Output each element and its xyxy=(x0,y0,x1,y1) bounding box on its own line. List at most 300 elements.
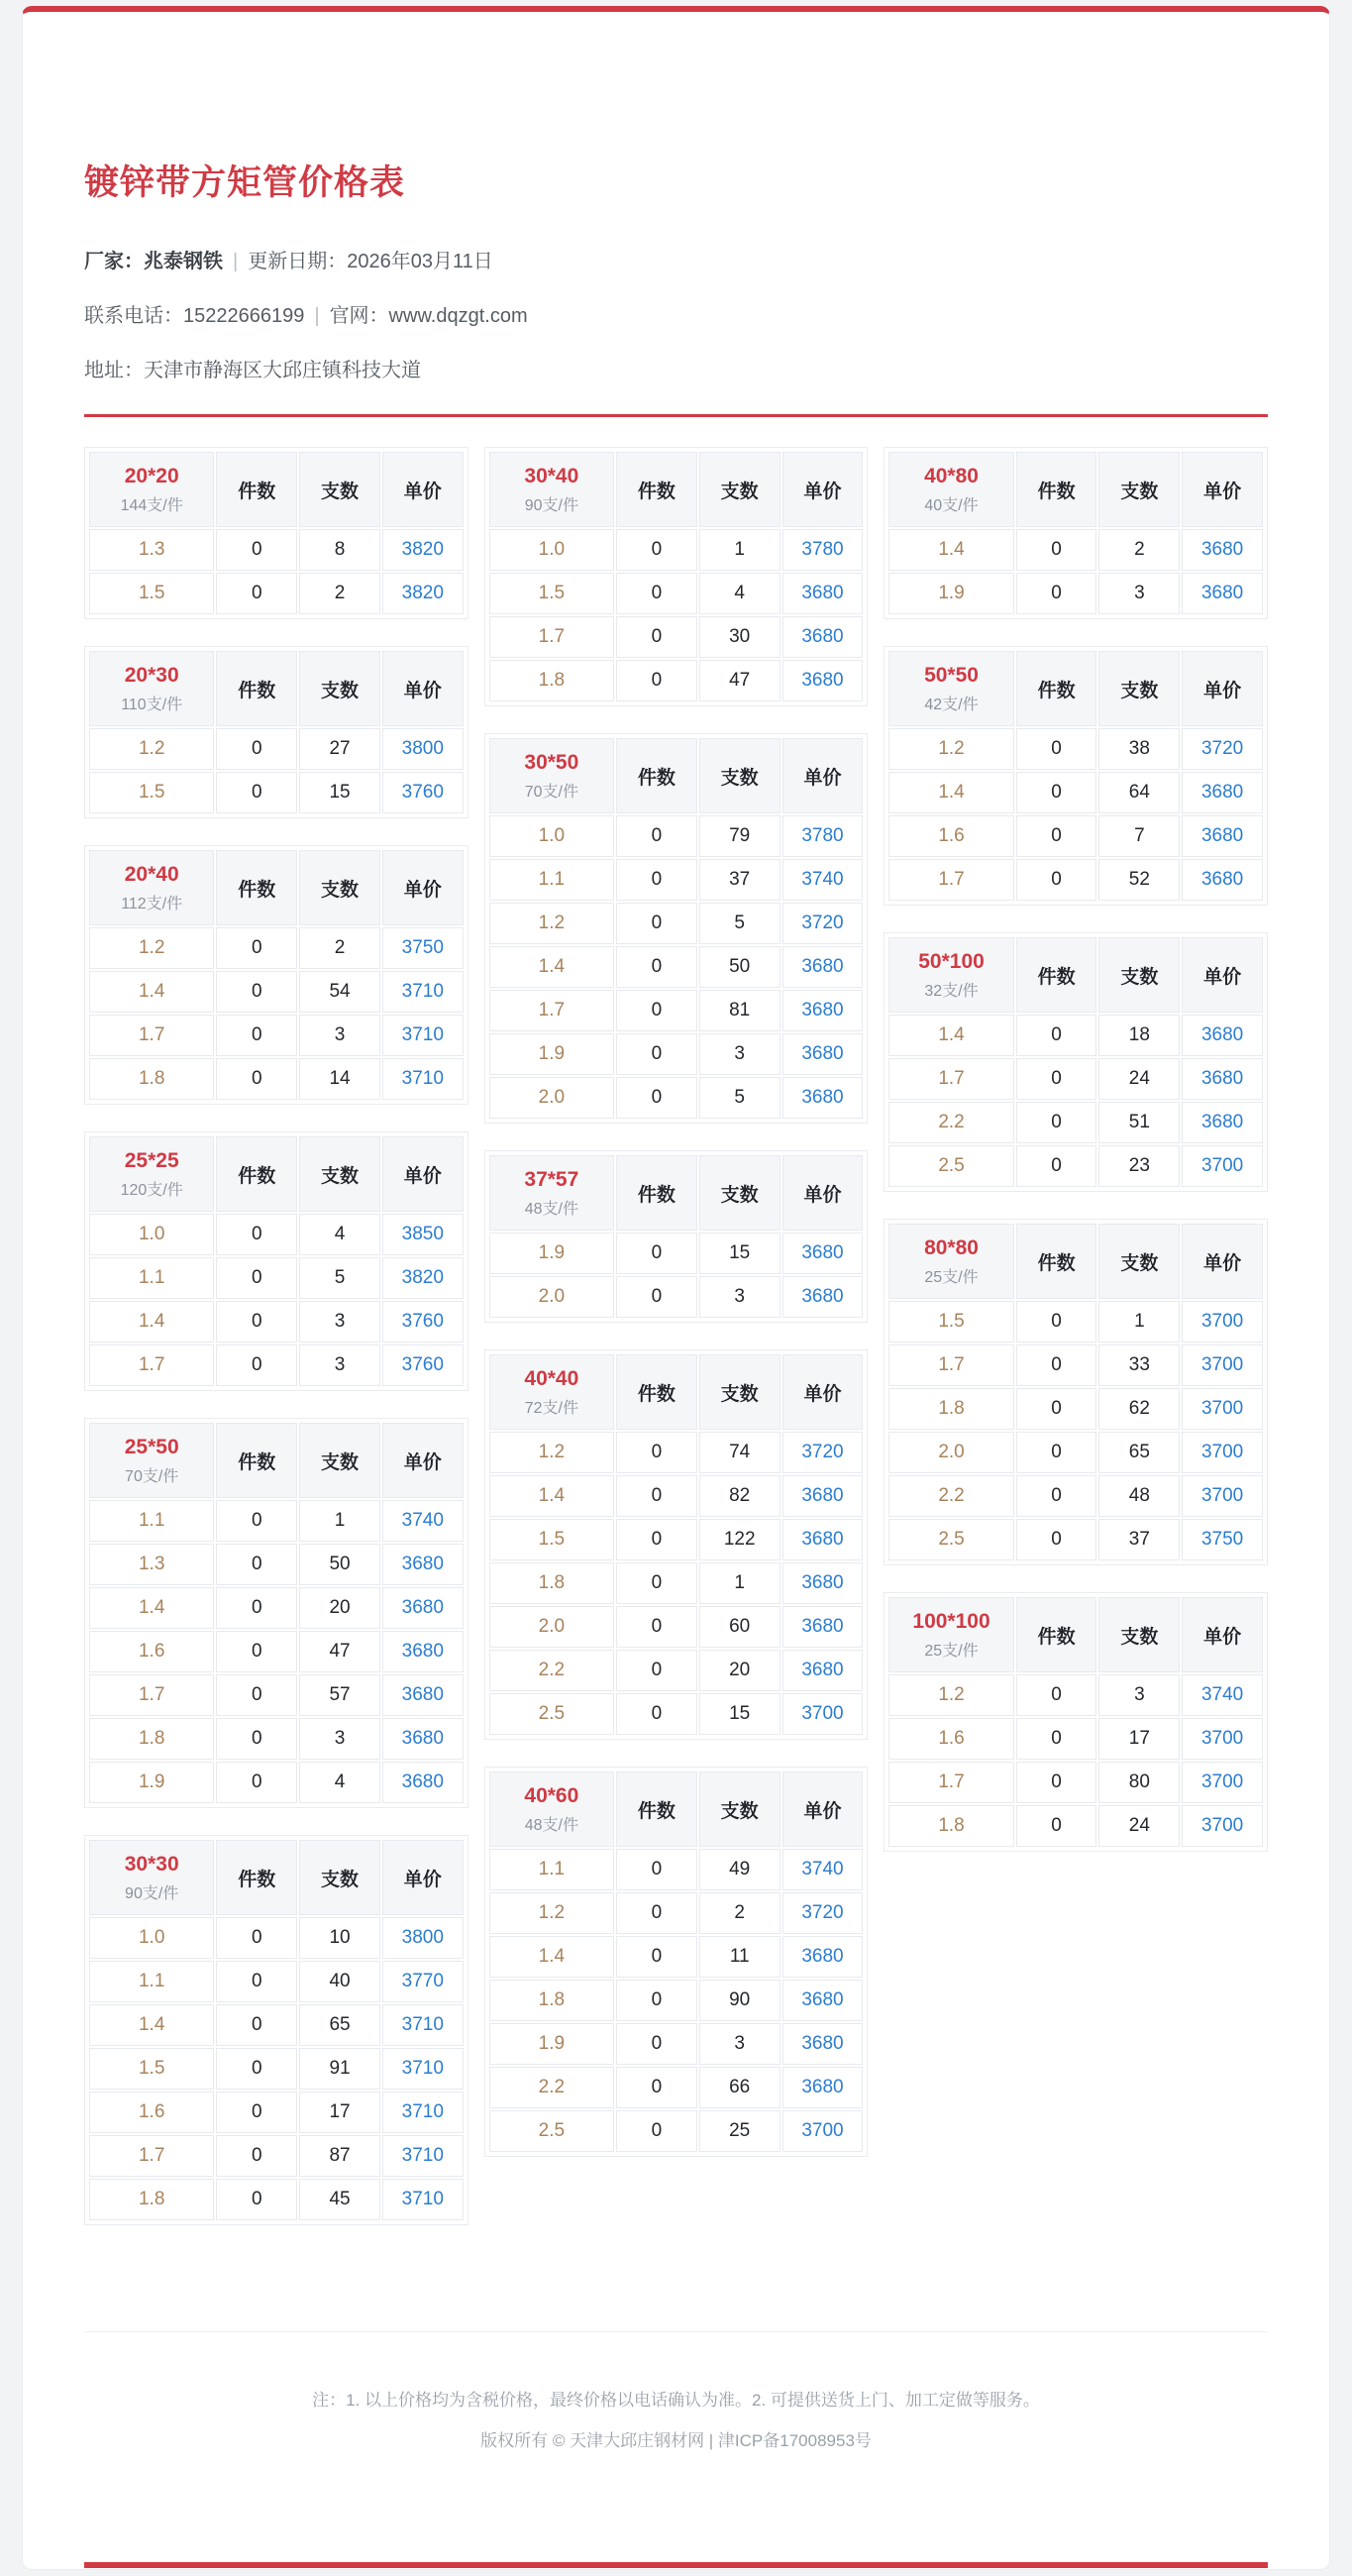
thickness-cell: 1.3 xyxy=(89,529,214,571)
table-row xyxy=(89,772,464,813)
per-piece-label: 90支/件 xyxy=(524,496,578,514)
thickness-cell: 2.0 xyxy=(888,1432,1013,1473)
size-label: 100*100 xyxy=(912,1609,990,1633)
separator: | xyxy=(314,305,320,327)
price-table-30*40 xyxy=(484,447,869,706)
size-label: 25*50 xyxy=(124,1435,179,1458)
header-row xyxy=(489,452,864,527)
thickness-cell: 1.4 xyxy=(489,1475,614,1517)
website: 官网：www.dqzgt.com xyxy=(329,305,528,327)
qty-cell: 0 xyxy=(216,1301,297,1342)
price-table xyxy=(87,649,466,815)
table-row xyxy=(489,616,864,658)
qty-cell: 0 xyxy=(616,1936,697,1978)
price-cell: 3770 xyxy=(382,1961,464,2002)
col-header-qty: 件数 xyxy=(216,1840,297,1915)
price-cell: 3760 xyxy=(382,1344,464,1386)
price-cell: 3740 xyxy=(1182,1674,1263,1716)
thickness-cell: 1.8 xyxy=(888,1388,1013,1430)
size-header xyxy=(888,452,1013,527)
thickness-cell: 1.8 xyxy=(888,1805,1013,1847)
qty-cell: 0 xyxy=(616,1606,697,1648)
pieces-cell: 18 xyxy=(1098,1015,1180,1056)
table-row xyxy=(89,971,464,1013)
pieces-cell: 3 xyxy=(699,1033,780,1075)
table-header xyxy=(888,937,1263,1013)
qty-cell: 0 xyxy=(616,1519,697,1560)
price-cell: 3710 xyxy=(382,2135,464,2177)
col-header-qty: 件数 xyxy=(1016,651,1097,726)
pieces-cell: 24 xyxy=(1098,1058,1180,1100)
table-header xyxy=(89,651,464,726)
col-header-qty: 件数 xyxy=(616,738,697,813)
table-row xyxy=(89,1544,464,1585)
thickness-cell: 1.2 xyxy=(888,728,1013,770)
table-row xyxy=(489,1606,864,1648)
thickness-cell: 2.0 xyxy=(489,1077,614,1119)
qty-cell: 0 xyxy=(1016,1762,1097,1803)
vendor-line xyxy=(84,245,1268,273)
col-header-price: 单价 xyxy=(1182,937,1263,1013)
thickness-cell: 1.7 xyxy=(489,616,614,658)
pieces-cell: 4 xyxy=(299,1214,380,1255)
qty-cell: 0 xyxy=(216,1961,297,2002)
qty-cell: 0 xyxy=(1016,1388,1097,1430)
thickness-cell: 1.9 xyxy=(489,2023,614,2065)
price-table xyxy=(886,649,1265,903)
table-row xyxy=(888,1145,1263,1187)
qty-cell: 0 xyxy=(616,1980,697,2021)
pieces-cell: 23 xyxy=(1098,1145,1180,1187)
price-table-50*50 xyxy=(884,646,1268,906)
qty-cell: 0 xyxy=(616,1233,697,1274)
pieces-cell: 51 xyxy=(1098,1102,1180,1143)
price-cell: 3700 xyxy=(1182,1145,1263,1187)
pieces-cell: 82 xyxy=(699,1475,780,1517)
thickness-cell: 2.0 xyxy=(489,1276,614,1318)
qty-cell: 0 xyxy=(216,971,297,1013)
price-cell: 3820 xyxy=(382,529,464,571)
qty-cell: 0 xyxy=(616,990,697,1031)
price-table-40*40 xyxy=(484,1349,869,1740)
price-cell: 3680 xyxy=(382,1674,464,1716)
pieces-cell: 3 xyxy=(1098,573,1180,614)
thickness-cell: 2.2 xyxy=(489,2067,614,2108)
table-row xyxy=(489,1980,864,2021)
price-cell: 3680 xyxy=(1182,1102,1263,1143)
table-header xyxy=(89,1840,464,1915)
col-header-pieces: 支数 xyxy=(1098,1224,1180,1299)
table-row xyxy=(89,1631,464,1672)
thickness-cell: 1.8 xyxy=(89,2179,214,2220)
table-header xyxy=(489,738,864,813)
per-piece-label: 48支/件 xyxy=(524,1816,578,1834)
col-header-price: 单价 xyxy=(782,1155,864,1231)
col-header-pieces: 支数 xyxy=(1098,937,1180,1013)
price-cell: 3720 xyxy=(782,1892,864,1934)
col-header-pieces: 支数 xyxy=(299,1423,380,1498)
price-cell: 3680 xyxy=(1182,573,1263,614)
table-row xyxy=(888,529,1263,571)
pieces-cell: 4 xyxy=(299,1762,380,1803)
price-cell: 3700 xyxy=(1182,1718,1263,1760)
qty-cell: 0 xyxy=(216,1917,297,1959)
thickness-cell: 1.4 xyxy=(888,772,1013,813)
table-row xyxy=(489,1276,864,1318)
price-table xyxy=(487,1770,866,2154)
price-cell: 3680 xyxy=(782,1936,864,1978)
table-row xyxy=(489,859,864,901)
thickness-cell: 1.0 xyxy=(489,815,614,857)
table-body xyxy=(89,1214,464,1386)
thickness-cell: 1.5 xyxy=(489,573,614,614)
thickness-cell: 1.4 xyxy=(888,1015,1013,1056)
pieces-cell: 7 xyxy=(1098,815,1180,857)
table-header xyxy=(888,1597,1263,1672)
thickness-cell: 1.1 xyxy=(89,1257,214,1299)
table-header xyxy=(489,1155,864,1231)
price-cell: 3710 xyxy=(382,1015,464,1056)
table-row xyxy=(89,1762,464,1803)
thickness-cell: 1.1 xyxy=(89,1500,214,1542)
col-header-pieces: 支数 xyxy=(699,452,780,527)
header-row xyxy=(888,651,1263,726)
table-header xyxy=(888,452,1263,527)
table-body xyxy=(89,529,464,614)
price-cell: 3720 xyxy=(782,903,864,944)
qty-cell: 0 xyxy=(216,772,297,813)
per-piece-label: 120支/件 xyxy=(120,1181,183,1199)
price-cell: 3680 xyxy=(1182,1015,1263,1056)
qty-cell: 0 xyxy=(616,1562,697,1604)
table-body xyxy=(89,927,464,1100)
qty-cell: 0 xyxy=(616,660,697,701)
price-cell: 3680 xyxy=(782,1650,864,1691)
table-row xyxy=(89,1500,464,1542)
qty-cell: 0 xyxy=(216,2048,297,2090)
table-row xyxy=(888,1519,1263,1560)
qty-cell: 0 xyxy=(1016,728,1097,770)
table-row xyxy=(489,1849,864,1890)
col-header-price: 单价 xyxy=(382,452,464,527)
size-label: 50*50 xyxy=(924,663,979,687)
col-header-qty: 件数 xyxy=(216,452,297,527)
thickness-cell: 1.9 xyxy=(489,1033,614,1075)
table-body xyxy=(89,728,464,813)
qty-cell: 0 xyxy=(216,1257,297,1299)
price-table xyxy=(886,1222,1265,1562)
tables-grid xyxy=(84,447,1268,2252)
price-cell: 3680 xyxy=(782,1077,864,1119)
pieces-cell: 2 xyxy=(1098,529,1180,571)
pieces-cell: 11 xyxy=(699,1936,780,1978)
page-title: 镀锌带方矩管价格表 xyxy=(84,163,406,202)
price-cell: 3780 xyxy=(782,815,864,857)
thickness-cell: 1.7 xyxy=(888,1344,1013,1386)
col-header-qty: 件数 xyxy=(216,1136,297,1212)
footer-note: 注：1. 以上价格均为含税价格，最终价格以电话确认为准。2. 可提供送货上门、加工定做等服务。 xyxy=(312,2391,1040,2410)
table-row xyxy=(489,2110,864,2152)
col-header-pieces: 支数 xyxy=(1098,1597,1180,1672)
price-table xyxy=(87,1421,466,1805)
qty-cell: 0 xyxy=(616,859,697,901)
pieces-cell: 5 xyxy=(699,1077,780,1119)
qty-cell: 0 xyxy=(616,903,697,944)
size-label: 30*40 xyxy=(524,464,579,487)
table-row xyxy=(89,1058,464,1100)
price-cell: 3680 xyxy=(1182,859,1263,901)
per-piece-label: 144支/件 xyxy=(120,496,183,514)
table-body xyxy=(888,728,1263,901)
size-label: 20*30 xyxy=(124,663,179,687)
thickness-cell: 2.5 xyxy=(489,1693,614,1735)
price-table-20*20 xyxy=(84,447,468,619)
pieces-cell: 1 xyxy=(1098,1301,1180,1342)
price-cell: 3750 xyxy=(382,927,464,969)
price-cell: 3680 xyxy=(782,946,864,988)
pieces-cell: 49 xyxy=(699,1849,780,1890)
thickness-cell: 1.8 xyxy=(489,1562,614,1604)
table-header xyxy=(489,452,864,527)
thickness-cell: 2.5 xyxy=(888,1145,1013,1187)
size-header xyxy=(888,1224,1013,1299)
pieces-cell: 66 xyxy=(699,2067,780,2108)
per-piece-label: 32支/件 xyxy=(924,982,979,1000)
qty-cell: 0 xyxy=(216,1762,297,1803)
price-cell: 3720 xyxy=(782,1432,864,1473)
pieces-cell: 2 xyxy=(299,927,380,969)
address: 地址：天津市静海区大邱庄镇科技大道 xyxy=(84,360,421,381)
table-row xyxy=(489,1693,864,1735)
thickness-cell: 1.5 xyxy=(89,772,214,813)
col-header-qty: 件数 xyxy=(216,1423,297,1498)
price-cell: 3750 xyxy=(1182,1519,1263,1560)
phone-number: 联系电话：15222666199 xyxy=(84,305,305,327)
col-header-qty: 件数 xyxy=(616,1155,697,1231)
thickness-cell: 1.7 xyxy=(89,1015,214,1056)
pieces-cell: 47 xyxy=(699,660,780,701)
qty-cell: 0 xyxy=(616,1077,697,1119)
qty-cell: 0 xyxy=(216,1344,297,1386)
thickness-cell: 1.9 xyxy=(888,573,1013,614)
header-row xyxy=(89,850,464,925)
pieces-cell: 79 xyxy=(699,815,780,857)
size-label: 37*57 xyxy=(524,1167,579,1191)
price-cell: 3680 xyxy=(782,573,864,614)
table-row xyxy=(89,573,464,614)
price-cell: 3710 xyxy=(382,971,464,1013)
qty-cell: 0 xyxy=(616,1475,697,1517)
thickness-cell: 1.1 xyxy=(89,1961,214,2002)
size-header xyxy=(89,1423,214,1498)
thickness-cell: 1.9 xyxy=(489,1233,614,1274)
col-header-price: 单价 xyxy=(382,1840,464,1915)
col-header-price: 单价 xyxy=(1182,452,1263,527)
price-table xyxy=(886,1595,1265,1849)
qty-cell: 0 xyxy=(1016,1301,1097,1342)
qty-cell: 0 xyxy=(216,1015,297,1056)
pieces-cell: 37 xyxy=(1098,1519,1180,1560)
pieces-cell: 80 xyxy=(1098,1762,1180,1803)
header-row xyxy=(489,1771,864,1847)
col-header-qty: 件数 xyxy=(616,452,697,527)
header-row xyxy=(888,937,1263,1013)
thickness-cell: 2.2 xyxy=(888,1102,1013,1143)
pieces-cell: 17 xyxy=(299,2092,380,2133)
size-header xyxy=(89,651,214,726)
table-row xyxy=(888,1301,1263,1342)
header-row xyxy=(489,1354,864,1430)
pieces-cell: 47 xyxy=(299,1631,380,1672)
price-table-25*50 xyxy=(84,1418,468,1808)
table-row xyxy=(888,1762,1263,1803)
pieces-cell: 50 xyxy=(699,946,780,988)
thickness-cell: 1.4 xyxy=(89,971,214,1013)
price-cell: 3700 xyxy=(1182,1805,1263,1847)
table-row xyxy=(89,1301,464,1342)
qty-cell: 0 xyxy=(216,1587,297,1629)
price-cell: 3710 xyxy=(382,2048,464,2090)
table-body xyxy=(489,1432,864,1735)
table-row xyxy=(489,903,864,944)
thickness-cell: 1.6 xyxy=(888,815,1013,857)
qty-cell: 0 xyxy=(216,1214,297,1255)
qty-cell: 0 xyxy=(616,1432,697,1473)
thickness-cell: 1.0 xyxy=(89,1214,214,1255)
thickness-cell: 1.2 xyxy=(489,1892,614,1934)
pieces-cell: 74 xyxy=(699,1432,780,1473)
table-row xyxy=(89,2048,464,2090)
pieces-cell: 2 xyxy=(299,573,380,614)
price-table-80*80 xyxy=(884,1219,1268,1565)
price-cell: 3820 xyxy=(382,1257,464,1299)
col-header-qty: 件数 xyxy=(616,1354,697,1430)
col-header-pieces: 支数 xyxy=(299,1840,380,1915)
price-table-30*30 xyxy=(84,1835,468,2225)
table-column xyxy=(884,447,1268,1878)
price-table-40*80 xyxy=(884,447,1268,619)
price-cell: 3700 xyxy=(1182,1762,1263,1803)
col-header-price: 单价 xyxy=(382,651,464,726)
price-cell: 3680 xyxy=(782,1033,864,1075)
size-label: 40*60 xyxy=(524,1783,579,1807)
table-row xyxy=(888,728,1263,770)
qty-cell: 0 xyxy=(1016,573,1097,614)
thickness-cell: 1.8 xyxy=(489,660,614,701)
red-divider xyxy=(84,414,1268,417)
col-header-price: 单价 xyxy=(382,850,464,925)
size-header xyxy=(489,452,614,527)
thickness-cell: 1.0 xyxy=(489,529,614,571)
thickness-cell: 1.1 xyxy=(489,1849,614,1890)
pieces-cell: 24 xyxy=(1098,1805,1180,1847)
size-header xyxy=(89,1136,214,1212)
qty-cell: 0 xyxy=(216,1058,297,1100)
table-row xyxy=(89,1587,464,1629)
table-row xyxy=(489,946,864,988)
table-row xyxy=(89,2004,464,2046)
header-row xyxy=(89,452,464,527)
price-table-30*50 xyxy=(484,733,869,1124)
size-label: 40*80 xyxy=(924,464,979,487)
table-row xyxy=(888,1805,1263,1847)
qty-cell: 0 xyxy=(616,1892,697,1934)
thickness-cell: 2.5 xyxy=(489,2110,614,2152)
price-cell: 3680 xyxy=(782,2023,864,2065)
table-row xyxy=(89,1344,464,1386)
pieces-cell: 60 xyxy=(699,1606,780,1648)
thickness-cell: 1.6 xyxy=(89,1631,214,1672)
qty-cell: 0 xyxy=(616,1650,697,1691)
per-piece-label: 48支/件 xyxy=(524,1200,578,1218)
col-header-pieces: 支数 xyxy=(299,651,380,726)
pieces-cell: 65 xyxy=(299,2004,380,2046)
table-row xyxy=(489,1936,864,1978)
col-header-qty: 件数 xyxy=(1016,1224,1097,1299)
qty-cell: 0 xyxy=(616,616,697,658)
qty-cell: 0 xyxy=(216,728,297,770)
thickness-cell: 1.4 xyxy=(888,529,1013,571)
qty-cell: 0 xyxy=(616,573,697,614)
per-piece-label: 70支/件 xyxy=(524,783,578,801)
col-header-price: 单价 xyxy=(782,738,864,813)
pieces-cell: 5 xyxy=(699,903,780,944)
qty-cell: 0 xyxy=(216,1631,297,1672)
thickness-cell: 1.1 xyxy=(489,859,614,901)
qty-cell: 0 xyxy=(1016,1432,1097,1473)
price-table xyxy=(487,736,866,1121)
price-cell: 3780 xyxy=(782,529,864,571)
header-row xyxy=(89,1136,464,1212)
price-cell: 3680 xyxy=(382,1544,464,1585)
thickness-cell: 1.5 xyxy=(89,2048,214,2090)
qty-cell: 0 xyxy=(1016,1718,1097,1760)
price-cell: 3680 xyxy=(782,1233,864,1274)
col-header-pieces: 支数 xyxy=(299,452,380,527)
qty-cell: 0 xyxy=(616,946,697,988)
qty-cell: 0 xyxy=(616,1693,697,1735)
qty-cell: 0 xyxy=(616,529,697,571)
pieces-cell: 37 xyxy=(699,859,780,901)
table-row xyxy=(489,1077,864,1119)
pieces-cell: 20 xyxy=(699,1650,780,1691)
pieces-cell: 2 xyxy=(699,1892,780,1934)
pieces-cell: 57 xyxy=(299,1674,380,1716)
pieces-cell: 3 xyxy=(299,1718,380,1760)
price-cell: 3720 xyxy=(1182,728,1263,770)
thickness-cell: 1.7 xyxy=(888,1762,1013,1803)
thickness-cell: 1.4 xyxy=(489,946,614,988)
col-header-qty: 件数 xyxy=(216,651,297,726)
table-row xyxy=(888,859,1263,901)
table-row xyxy=(888,1015,1263,1056)
thickness-cell: 1.5 xyxy=(89,573,214,614)
qty-cell: 0 xyxy=(216,2135,297,2177)
pieces-cell: 30 xyxy=(699,616,780,658)
price-cell: 3680 xyxy=(782,990,864,1031)
price-table-20*30 xyxy=(84,646,468,818)
pieces-cell: 15 xyxy=(699,1693,780,1735)
price-table xyxy=(487,1153,866,1320)
table-header xyxy=(89,1423,464,1498)
table-body xyxy=(489,529,864,701)
table-row xyxy=(489,529,864,571)
pieces-cell: 90 xyxy=(699,1980,780,2021)
col-header-qty: 件数 xyxy=(1016,452,1097,527)
pieces-cell: 40 xyxy=(299,1961,380,2002)
thickness-cell: 1.6 xyxy=(89,2092,214,2133)
price-cell: 3680 xyxy=(782,660,864,701)
